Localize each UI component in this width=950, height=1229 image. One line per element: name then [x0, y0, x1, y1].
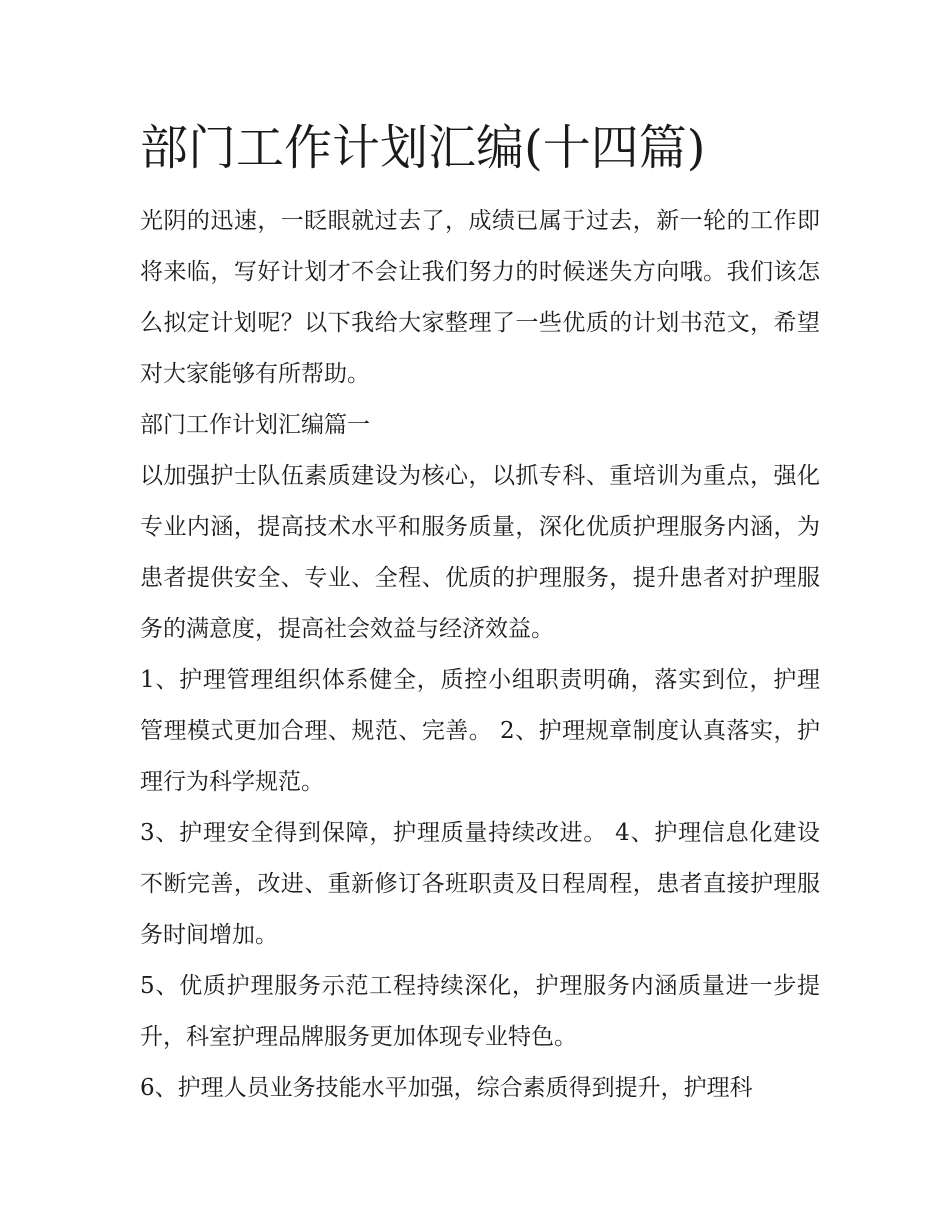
document-page — [140, 112, 820, 1114]
list-item: 3、护理安全得到保障，护理质量持续改进。 4、护理信息化建设不断完善，改进、重新修订各班职责及日程周程，患者直接护理服务时间增加。 — [140, 820, 820, 948]
intro-paragraph: 光阴的迅速，一眨眼就过去了，成绩已属于过去，新一轮的工作即将来临，写好计划才不会让我们努力的时候迷失方向哦。我们该怎么拟定计划呢？以下我给大家整理了一些优质的计划书范文，希望对大家能够有所帮助。 — [140, 208, 820, 387]
section-heading: 部门工作计划汇编篇一 — [140, 412, 370, 438]
list-item: 1、护理管理组织体系健全，质控小组职责明确，落实到位，护理管理模式更加合理、规范、完善。 2、护理规章制度认真落实，护理行为科学规范。 — [140, 667, 820, 795]
list-item: 5、优质护理服务示范工程持续深化，护理服务内涵质量进一步提升，科室护理品牌服务更加体现专业特色。 — [140, 973, 820, 1050]
body-paragraph: 以加强护士队伍素质建设为核心，以抓专科、重培训为重点，强化专业内涵，提高技术水平和服务质量，深化优质护理服务内涵，为患者提供安全、专业、全程、优质的护理服务，提升患者对护理服务的满意度，提高社会效益与经济效益。 — [140, 463, 820, 642]
document-title: 部门工作计划汇编(十四篇) — [140, 120, 706, 176]
list-item: 6、护理人员业务技能水平加强，综合素质得到提升，护理科 — [140, 1075, 753, 1101]
